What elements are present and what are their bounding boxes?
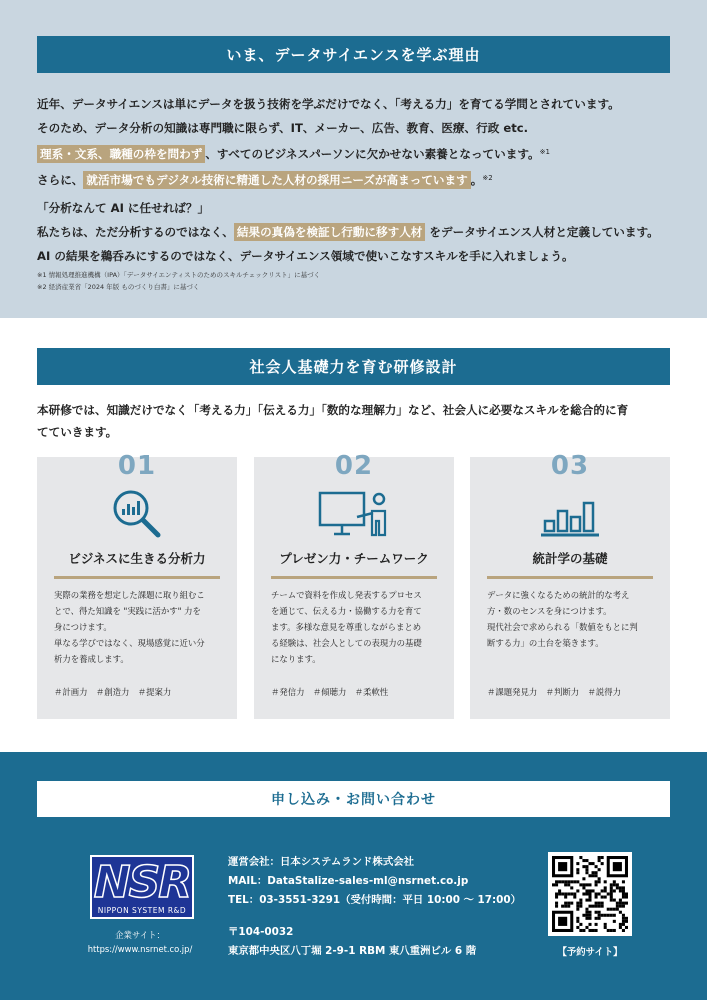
card-tags: ＃発信力 ＃傾聴力 ＃柔軟性 <box>271 687 389 697</box>
reasons-line-2: そのため、データ分析の知識は専門職に限らず、IT、メーカー、広告、教育、医療、行政 etc. <box>37 121 529 135</box>
definition-line-1: 「分析なんて AI に任せれば？」 <box>37 201 210 215</box>
card-number: 02 <box>334 451 374 481</box>
card-body: チームで資料を作成し発表するプロセス を通じて、伝える力・協働する力を育て ます。多様な意見を尊重しながらまとめ る経験は、社会人としての表現力の基礎 になります。 <box>271 590 422 664</box>
qr-code[interactable] <box>548 852 632 936</box>
card-divider <box>54 576 220 579</box>
reasons-line-1: 近年、データサイエンスは単にデータを扱う技術を学ぶだけでなく、「考える力」を育てる学問とされています。 <box>37 97 620 111</box>
training-card-1 <box>37 451 237 719</box>
card-tags: ＃計画力 ＃創造力 ＃提案力 <box>54 687 172 697</box>
footnotes <box>37 269 320 293</box>
card-number: 03 <box>550 451 590 481</box>
logo-letters: NSR <box>93 857 191 908</box>
training-card-2 <box>254 451 454 719</box>
card-body: 実際の業務を想定した課題に取り組むこ とで、得た知識を "実践に活かす" 力を 身につけます。 単なる学びではなく、現場感覚に近い分 析力を養成します。 <box>54 590 205 664</box>
training-title: 社会人基礎力を育む研修設計 <box>37 348 670 385</box>
company-logo <box>90 855 194 919</box>
qr-caption: 【予約サイト】 <box>557 947 623 958</box>
postal-address <box>228 923 476 961</box>
highlight-text: 就活市場でもデジタル技術に精通した人材の採用ニーズが高まっています <box>83 171 470 189</box>
highlight-text: 結果の真偽を検証し行動に移す人材 <box>234 223 426 241</box>
definition-line-3: AI の結果を鵜呑みにするのではなく、データサイエンス領域で使いこなすスキルを手に入れましょう。 <box>37 249 574 263</box>
magnifier-chart-icon <box>110 487 164 545</box>
footnote-ref: ※2 <box>482 174 493 182</box>
contact-info <box>228 853 521 910</box>
company-name: 運営会社：日本システムランド株式会社 <box>228 856 414 868</box>
footnote-2: ※2 経済産業省「2024 年版 ものづくり白書」に基づく <box>37 283 200 291</box>
street-address: 東京都中央区八丁堀 2-9-1 RBM 東八重洲ビル 6 階 <box>228 945 477 957</box>
card-divider <box>271 576 437 579</box>
reasons-line-3: 理系・文系、職種の枠を問わず 、すべてのビジネスパーソンに欠かせない素養となっています。$^{※1}$ <box>37 140 677 166</box>
card-tags: ＃課題発見力 ＃判断力 ＃説得力 <box>487 687 621 697</box>
zip-code: 〒104-0032 <box>228 926 294 938</box>
phone-number[interactable]: TEL：03-3551-3291（受付時間：平日 10:00 ～ 17:00） <box>228 894 522 906</box>
contact-title: 申し込み・お問い合わせ <box>37 781 670 817</box>
reasons-title: いま、データサイエンスを学ぶ理由 <box>37 36 670 73</box>
qr-code-pattern <box>552 856 628 932</box>
site-url-link[interactable]: https://www.nsrnet.co.jp/ <box>87 944 193 954</box>
definition-paragraph <box>37 196 677 268</box>
card-divider <box>487 576 653 579</box>
site-label: 企業サイト： <box>115 930 165 940</box>
bar-chart-icon <box>539 487 601 545</box>
card-body: データに強くなるための統計的な考え 方・数のセンスを身につけます。 現代社会で求められる「数値をもとに判 断する力」の土台を築きます。 <box>487 590 638 648</box>
reasons-paragraph <box>37 92 677 192</box>
definition-line-2: 私たちは、ただ分析するのではなく、 結果の真偽を検証し行動に移す人材 をデータサイエンス人材と定義しています。 <box>37 225 659 239</box>
card-title: プレゼン力・チームワーク <box>279 551 429 566</box>
company-site <box>60 928 220 956</box>
footnote-1: ※1 情報処理推進機構（IPA）「データサイエンティストのためのスキルチェックリスト」に基づく <box>37 271 321 279</box>
card-title: ビジネスに生きる分析力 <box>68 551 206 566</box>
presenter-whiteboard-icon <box>317 487 391 545</box>
logo-subtitle: NIPPON SYSTEM R&D <box>97 906 187 915</box>
training-card-3 <box>470 451 670 719</box>
card-title: 統計学の基礎 <box>532 551 608 566</box>
highlight-text: 理系・文系、職種の枠を問わず <box>37 145 205 163</box>
footnote-ref: ※1 <box>539 148 550 156</box>
reasons-line-4: さらに、 就活市場でもデジタル技術に精通した人材の採用ニーズが高まっています 。$^{※2}$ <box>37 173 493 187</box>
card-number: 01 <box>117 451 157 481</box>
mail-address[interactable]: MAIL：DataStalize-sales-ml@nsrnet.co.jp <box>228 875 469 887</box>
training-intro: 本研修では、知識だけでなく「考える力」「伝える力」「数的な理解力」など、社会人に必要なスキルを総合的に育 てていきます。 <box>37 403 629 439</box>
